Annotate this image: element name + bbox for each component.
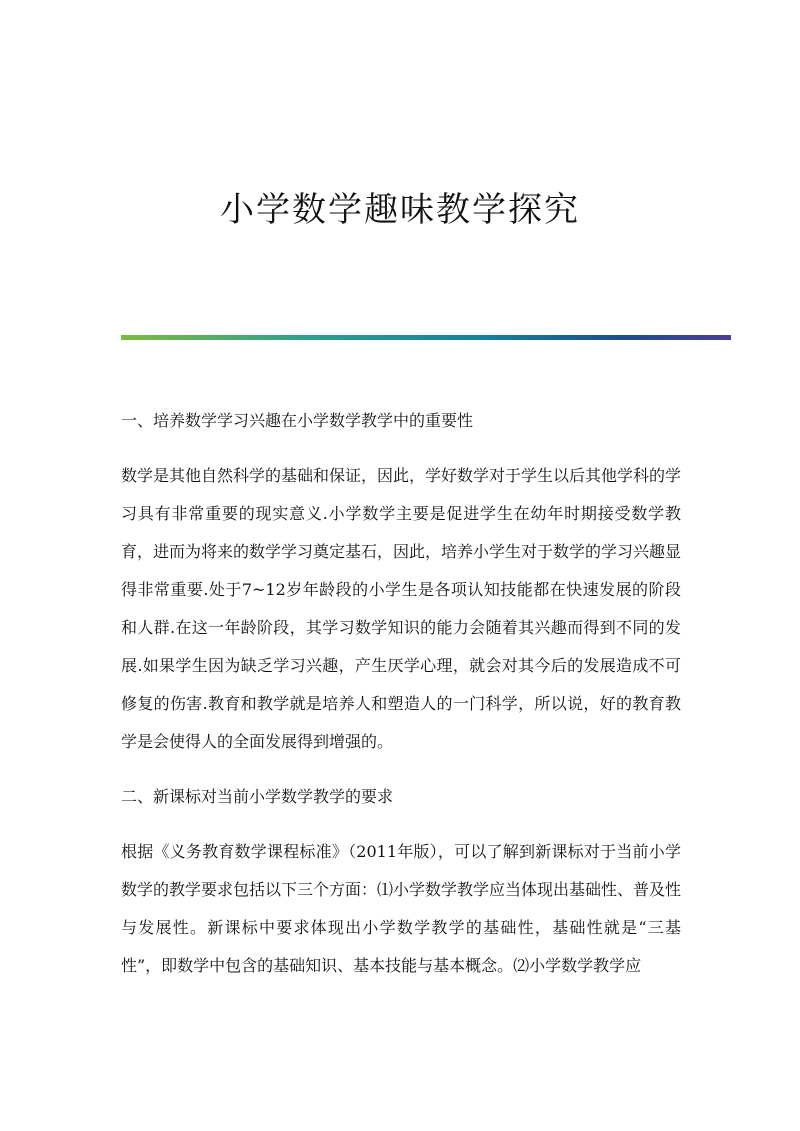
- gradient-divider: [121, 335, 731, 340]
- document-body: [121, 402, 681, 1002]
- section-paragraph-2: 根据《义务教育数学课程标准》（2011年版），可以了解到新课标对于当前小学数学的教学要求包括以下三个方面：⑴小学数学教学应当体现出基础性、普及性与发展性。新课标中要求体现出小学数学教学的基础性，基础性就是“三基性”，即数学中包含的基础知识、基本技能与基本概念。⑵小学数学教学应: [121, 842, 682, 975]
- section-heading-2: 二、新课标对当前小学数学教学的要求: [121, 787, 394, 806]
- section-paragraph-1: 数学是其他自然科学的基础和保证，因此，学好数学对于学生以后其他学科的学习具有非常重要的现实意义.小学数学主要是促进学生在幼年时期接受数学教育，进而为将来的数学学习奠定基石，因此，培养小学生对于数学的学习兴趣显得非常重要.处于7~12岁年龄段的小学生是各项认知技能都在快速发展的阶段和人群.在这一年龄阶段，其学习数学知识的能力会随着其兴趣而得到不同的发展.如果学生因为缺乏学习兴趣，产生厌学心理，就会对其今后的发展造成不可修复的伤害.教育和教学就是培养人和塑造人的一门科学，所以说，好的教育教学是会使得人的全面发展得到增强的。: [121, 466, 682, 751]
- section-heading-1: 一、培养数学学习兴趣在小学数学教学中的重要性: [121, 411, 474, 430]
- document-title: 小学数学趣味教学探究: [220, 190, 580, 230]
